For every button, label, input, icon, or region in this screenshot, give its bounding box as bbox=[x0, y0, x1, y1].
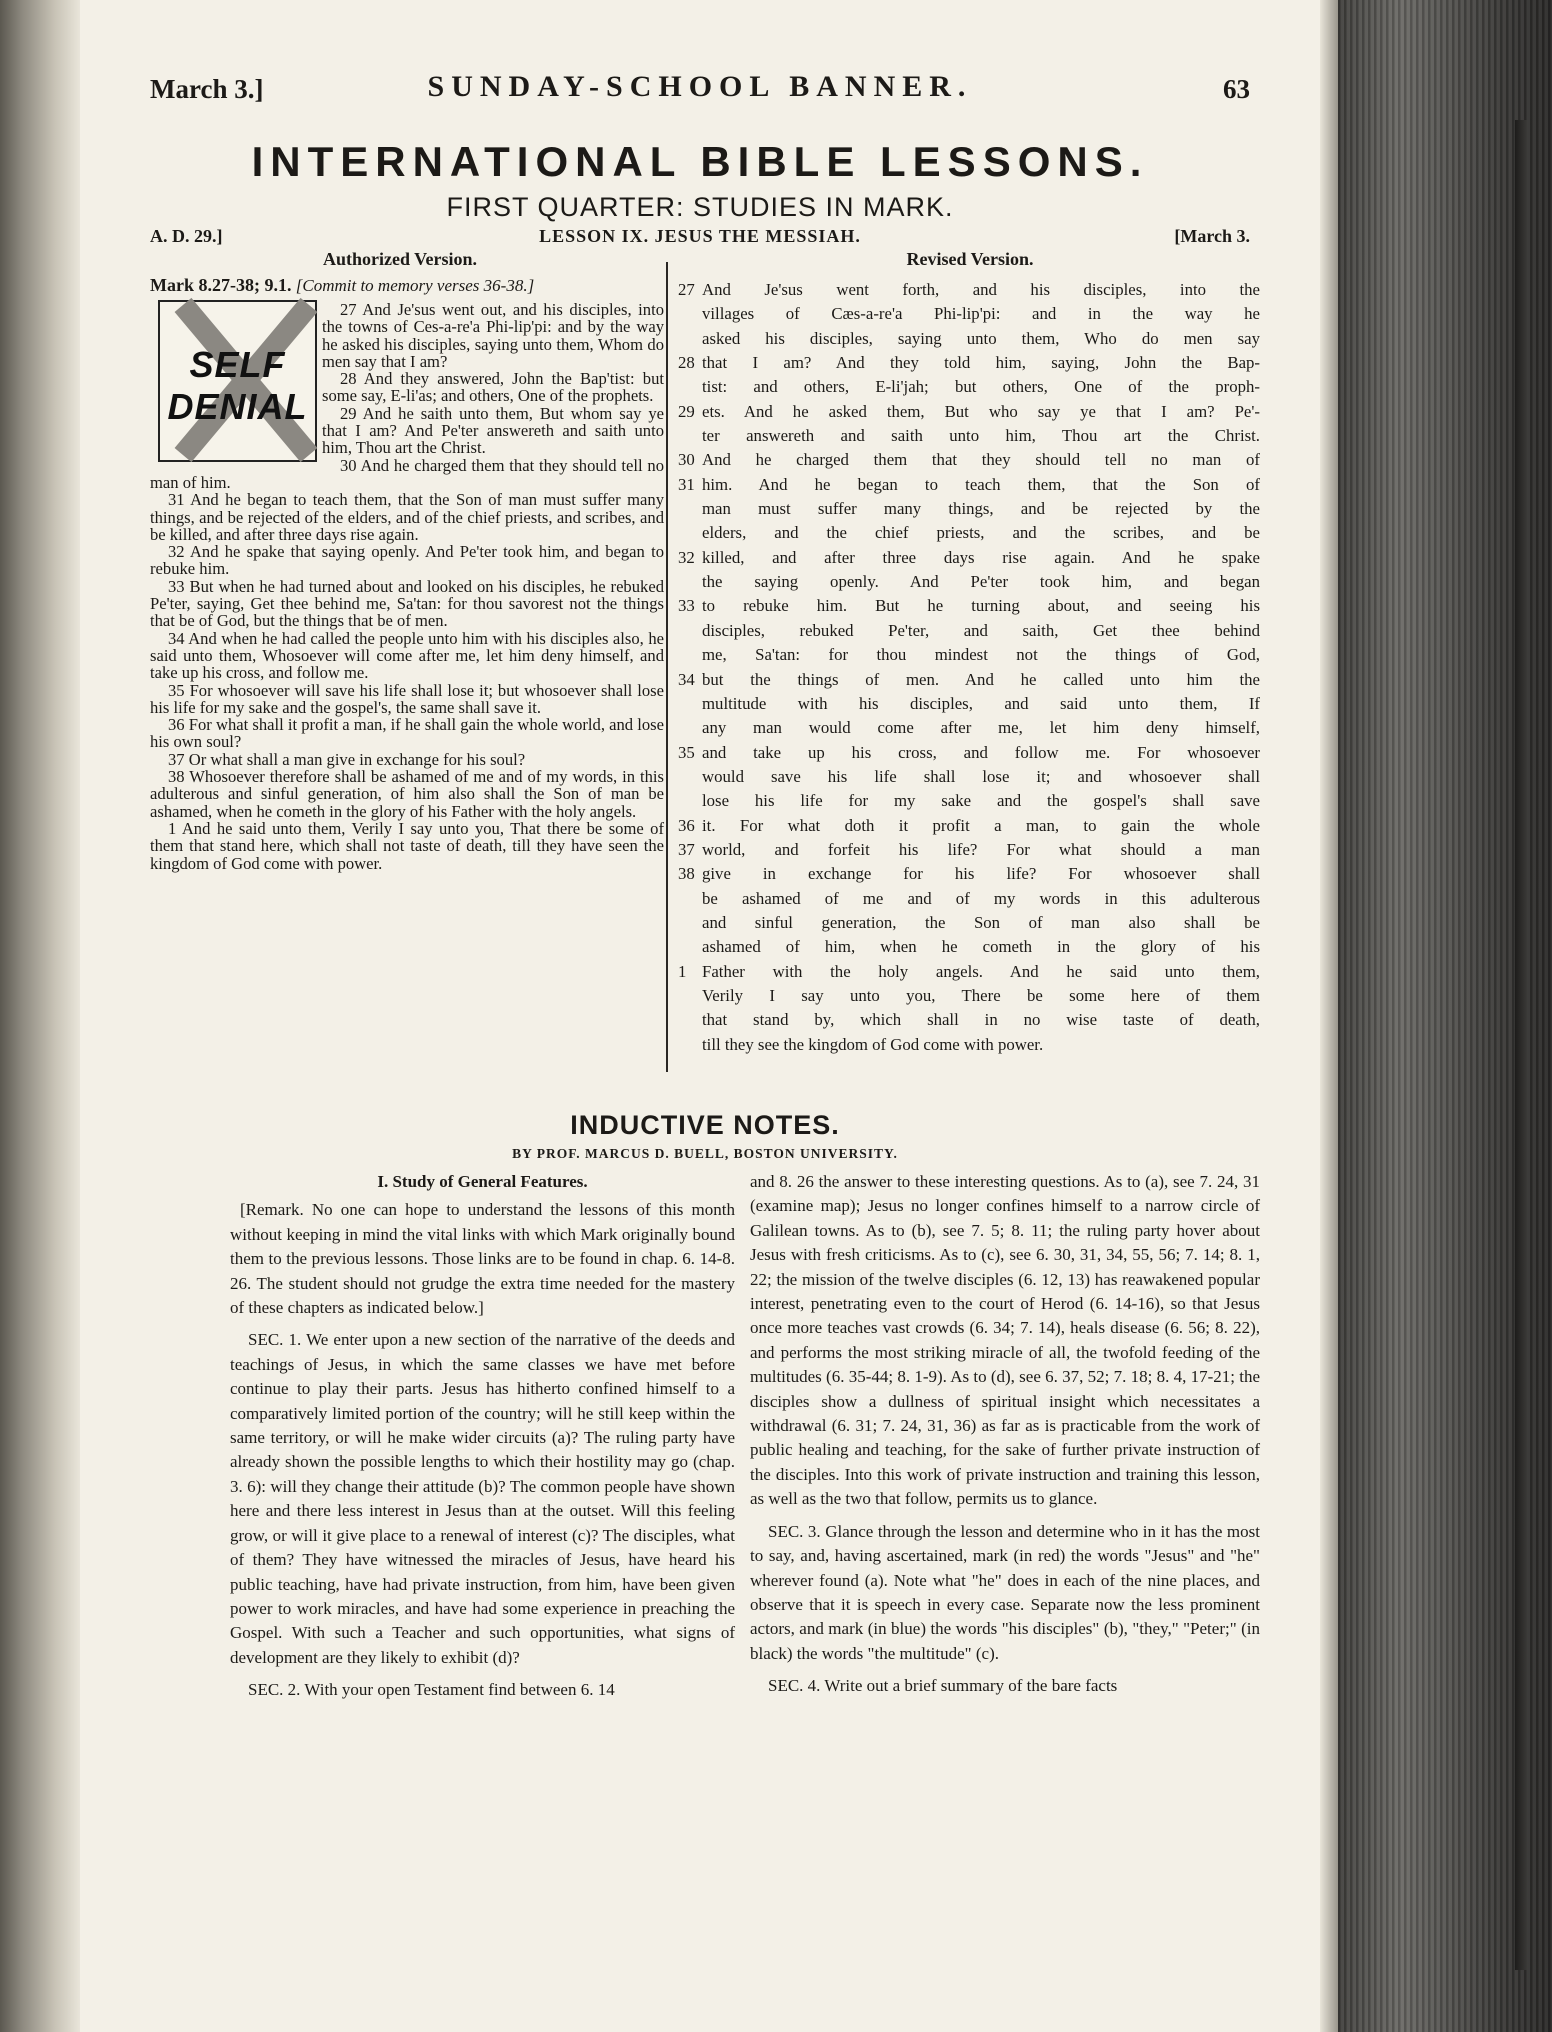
revised-line bbox=[678, 692, 1260, 716]
verse-number bbox=[678, 619, 702, 643]
notes-title: INDUCTIVE NOTES. bbox=[570, 1110, 840, 1140]
revised-line bbox=[678, 424, 1260, 448]
revised-line-text: world, and forfeit his life? For what should a man bbox=[702, 839, 1260, 859]
revised-line-text: be ashamed of me and of my words in this adulterous bbox=[702, 888, 1260, 908]
revised-line-text: till they see the kingdom of God come with power. bbox=[702, 1034, 1044, 1054]
verse-number bbox=[678, 935, 702, 959]
verse-number bbox=[678, 497, 702, 521]
verse-number bbox=[678, 424, 702, 448]
revised-line-text: tist: and others, E-li'jah; but others, One of the proph- bbox=[702, 377, 1260, 397]
revised-line-text: would save his life shall lose it; and whosoever shall bbox=[702, 766, 1260, 786]
verse-number bbox=[678, 1008, 702, 1032]
revised-line bbox=[678, 887, 1260, 911]
verse-number bbox=[678, 789, 702, 813]
authorized-verse: 27 And Je'sus went out, and his disciples, into the towns of Ces-a-re'a Phi-lip'pi: and by the way he asked his disciples, saying unto them, Whom do men say that I am? bbox=[322, 300, 664, 371]
authorized-verse: 38 Whosoever therefore shall be ashamed of me and of my words, in this adulterous and sinful generation, of him also shall the Son of man be ashamed, when he cometh in the glory of his Father with the holy angels. bbox=[150, 767, 664, 821]
notes-right-column bbox=[750, 1170, 1260, 1707]
authorized-verse: 1 And he said unto them, Verily I say unto you, That there be some of them that stand here, which shall not taste of death, till they have seen the kingdom of God come with power. bbox=[150, 818, 664, 873]
notes-paragraph: SEC. 4. Write out a brief summary of the bare facts bbox=[768, 1676, 1118, 1696]
book-page-edges bbox=[1320, 0, 1552, 2032]
revised-line bbox=[678, 814, 1260, 838]
lesson-title: LESSON IX. JESUS THE MESSIAH. bbox=[539, 226, 861, 246]
notes-paragraph: and 8. 26 the answer to these interesting questions. As to (a), see 7. 24, 31 (examine map); Jesus no longer confines himself to a narrow circle of Galilean towns. As to (b), see 7. 5; 8. 11; the ruling party hover about Jesus with fresh criticisms. As to (c), see 6. 30, 31, 34, 55, 56; 7. 14; 8. 1, 22; the mission of the twelve disciples (6. 12, 13) has reawakened popular interest, penetrating even to the court of Herod (6. 14-16), so that Jesus once more teaches vast crowds (6. 34; 7. 14), heals disease (6. 56; 8. 22), and performs the most striking miracle of all, the twofold feeding of the multitudes (6. 35-44; 8. 1-9). As to (d), see 6. 37, 52; 7. 18; 8. 4, 17-21; the disciples show a dullness of spiritual insight which necessitates a withdrawal (6. 31; 7. 24, 31, 36) as far as is practicable from the work of public healing and teaching, for the sake of further private instruction of the disciples. Into this work of private instruction and training this lesson, as well as the two that follow, permits us to glance. bbox=[750, 1172, 1260, 1509]
revised-line bbox=[678, 838, 1260, 862]
revised-line-text: asked his disciples, saying unto them, Who do men say bbox=[702, 328, 1260, 348]
revised-line bbox=[678, 302, 1260, 326]
revised-line bbox=[678, 789, 1260, 813]
scripture-reference bbox=[150, 275, 665, 296]
revised-line-text: me, Sa'tan: for thou mindest not the things of God, bbox=[702, 645, 1260, 665]
revised-line bbox=[678, 716, 1260, 740]
authorized-verse: 31 And he began to teach them, that the Son of man must suffer many things, and be rejected of the elders, and of the chief priests, and scribes, and be killed, and after three days rise again. bbox=[150, 490, 664, 544]
binding-gutter bbox=[0, 0, 80, 2032]
authorized-version-heading: Authorized Version. bbox=[322, 249, 477, 269]
revised-line bbox=[678, 619, 1260, 643]
lesson-day: [March 3. bbox=[1174, 226, 1250, 246]
revised-line bbox=[678, 521, 1260, 545]
revised-line bbox=[678, 741, 1260, 765]
verse-number: 33 bbox=[678, 596, 695, 616]
revised-line bbox=[678, 1033, 1260, 1057]
revised-line-text: disciples, rebuked Pe'ter, and saith, Get thee behind bbox=[702, 620, 1260, 640]
column-divider bbox=[666, 262, 668, 1072]
revised-line-text: ets. And he asked them, But who say ye that I am? Pe'- bbox=[702, 401, 1260, 421]
notes-paragraph: [Remark. No one can hope to understand the lessons of this month without keeping in mind the vital links with which Mark originally bound them to the previous lessons. Those links are to be found in chap. 6. 14-8. 26. The student should not grudge the extra time needed for the mastery of these chapters as indicated below.] bbox=[230, 1200, 735, 1318]
running-head-date: March 3.] bbox=[150, 74, 264, 104]
revised-line-text: multitude with his disciples, and said unto them, If bbox=[702, 693, 1260, 713]
study-heading: I. Study of General Features. bbox=[377, 1172, 588, 1191]
revised-line-text: villages of Cæs-a-re'a Phi-lip'pi: and in the way he bbox=[702, 304, 1260, 324]
verse-number bbox=[678, 521, 702, 545]
verse-number bbox=[678, 570, 702, 594]
verse-number: 30 bbox=[678, 450, 695, 470]
page-number: 63 bbox=[1223, 74, 1250, 104]
authorized-verse: 37 Or what shall a man give in exchange for his soul? bbox=[168, 749, 526, 769]
lesson-date: A. D. 29.] bbox=[150, 226, 223, 246]
notes-paragraph: SEC. 1. We enter upon a new section of the narrative of the deeds and teachings of Jesus, in which the same classes we have met before continue to play their parts. Jesus has hitherto confined himself to a comparatively limited portion of the country; will he still keep within the same territory, or will he make wider circuits (a)? The ruling party have already shown the possible lengths to which their hostility may go (chap. 3. 6): will they change their attitude (b)? The common people have shown here and there less interest in Jesus than at the outset. Will this feeling grow, or will it give place to a renewal of interest (c)? The disciples, what of them? They have witnessed the miracles of Jesus, have heard his public teaching, have had private instruction, from him, have been given power to work miracles, and have had some experience in preaching the Gospel. With such a Teacher and such opportunities, what signs of development are they likely to exhibit (d)? bbox=[230, 1330, 735, 1667]
revised-line bbox=[678, 984, 1260, 1008]
revised-line-text: that stand by, which shall in no wise taste of death, bbox=[702, 1010, 1260, 1030]
verse-number: 37 bbox=[678, 839, 695, 859]
revised-line-text: elders, and the chief priests, and the scribes, and be bbox=[702, 523, 1260, 543]
verse-number bbox=[678, 911, 702, 935]
notes-left-column bbox=[230, 1170, 735, 1711]
running-head bbox=[150, 70, 1250, 110]
verse-number: 1 bbox=[678, 961, 687, 981]
notes-byline: BY PROF. MARCUS D. BUELL, BOSTON UNIVERSITY. bbox=[512, 1146, 898, 1161]
revised-line bbox=[678, 375, 1260, 399]
authorized-verse: 32 And he spake that saying openly. And Pe'ter took him, and began to rebuke him. bbox=[150, 542, 664, 579]
revised-line-text: And he charged them that they should tell no man of bbox=[702, 450, 1260, 470]
verse-number bbox=[678, 302, 702, 326]
running-head-title: SUNDAY-SCHOOL BANNER. bbox=[427, 70, 973, 103]
revised-line-text: to rebuke him. But he turning about, and seeing his bbox=[702, 596, 1260, 616]
revised-line bbox=[678, 594, 1260, 618]
page-title: INTERNATIONAL BIBLE LESSONS. bbox=[251, 138, 1149, 185]
authorized-verse: 36 For what shall it profit a man, if he shall gain the whole world, and lose his own soul? bbox=[150, 715, 664, 752]
verse-number: 36 bbox=[678, 815, 695, 835]
verse-number bbox=[678, 375, 702, 399]
revised-line bbox=[678, 278, 1260, 302]
page-subtitle: FIRST QUARTER: STUDIES IN MARK. bbox=[446, 192, 954, 222]
authorized-verse: 28 And they answered, John the Bap'tist: but some say, E-li'as; and others, One of the prophets. bbox=[322, 369, 664, 406]
authorized-verse: 35 For whosoever will save his life shall lose it; but whosoever shall lose his life for my sake and the gospel's, the same shall save it. bbox=[150, 680, 664, 717]
revised-line bbox=[678, 546, 1260, 570]
revised-line bbox=[678, 400, 1260, 424]
revised-line bbox=[678, 765, 1260, 789]
revised-line-text: Father with the holy angels. And he said unto them, bbox=[702, 961, 1260, 981]
verse-number: 28 bbox=[678, 353, 695, 373]
self-denial-illustration bbox=[158, 300, 317, 462]
verse-number bbox=[678, 887, 702, 911]
revised-line-text: it. For what doth it profit a man, to gain the whole bbox=[702, 815, 1260, 835]
verse-number: 31 bbox=[678, 474, 695, 494]
revised-line-text: and sinful generation, the Son of man also shall be bbox=[702, 912, 1260, 932]
revised-line bbox=[678, 911, 1260, 935]
revised-line-text: the saying openly. And Pe'ter took him, and began bbox=[702, 572, 1260, 592]
authorized-verse: 33 But when he had turned about and looked on his disciples, he rebuked Pe'ter, saying, Get thee behind me, Sa'tan: for thou savorest not the things that be of God, but the things that be of men. bbox=[150, 576, 664, 631]
revised-line-text: ter answereth and saith unto him, Thou art the Christ. bbox=[702, 426, 1260, 446]
verse-number bbox=[678, 1033, 702, 1057]
revised-version-text bbox=[678, 278, 1260, 1057]
verse-number bbox=[678, 716, 702, 740]
revised-line bbox=[678, 862, 1260, 886]
revised-line-text: man must suffer many things, and be rejected by the bbox=[702, 499, 1260, 519]
revised-line-text: any man would come after me, let him deny himself, bbox=[702, 718, 1260, 738]
notes-paragraph: SEC. 3. Glance through the lesson and determine who in it has the most to say, and, having ascertained, mark (in red) the words "Jesus" and "he" wherever found (a). Note what "he" does in each of the nine places, and observe that it is speech in every case. Separate now the less prominent actors, and mark (in blue) the words "his disciples" (b), "they," "Peter;" (in black) the words "the multitude" (c). bbox=[750, 1521, 1260, 1663]
notes-left-paragraphs bbox=[230, 1198, 735, 1702]
revised-line-text: ashamed of him, when he cometh in the glory of his bbox=[702, 937, 1260, 957]
revised-line-text: him. And he began to teach them, that the Son of bbox=[702, 474, 1260, 494]
revised-line bbox=[678, 935, 1260, 959]
revised-line-text: Verily I say unto you, There be some here of them bbox=[702, 985, 1260, 1005]
verse-number: 34 bbox=[678, 669, 695, 689]
verse-number: 35 bbox=[678, 742, 695, 762]
authorized-verse: 30 And he charged them that they should tell no man of him. bbox=[150, 455, 664, 492]
authorized-verse: 34 And when he had called the people unto him with his disciples also, he said unto them, Whosoever will come after me, let him deny himself, and take up his cross, and follow me. bbox=[150, 628, 664, 683]
revised-line bbox=[678, 570, 1260, 594]
revised-line bbox=[678, 473, 1260, 497]
verse-number bbox=[678, 984, 702, 1008]
revised-line bbox=[678, 327, 1260, 351]
revised-line bbox=[678, 497, 1260, 521]
revised-line-text: that I am? And they told him, saying, John the Bap- bbox=[702, 353, 1260, 373]
revised-line-text: and take up his cross, and follow me. For whosoever bbox=[702, 742, 1260, 762]
revised-version-heading: Revised Version. bbox=[906, 249, 1034, 269]
illustration-word-self: SELF bbox=[189, 344, 286, 385]
revised-line bbox=[678, 1008, 1260, 1032]
verse-number: 27 bbox=[678, 280, 695, 299]
memory-verse-note: [Commit to memory verses 36-38.] bbox=[295, 276, 535, 295]
revised-line bbox=[678, 351, 1260, 375]
revised-line-text: lose his life for my sake and the gospel's shall save bbox=[702, 791, 1260, 811]
revised-line bbox=[678, 960, 1260, 984]
verse-number bbox=[678, 765, 702, 789]
verse-number: 29 bbox=[678, 401, 695, 421]
authorized-verse: 29 And he saith unto them, But whom say ye that I am? And Pe'ter answereth and saith unto him, Thou art the Christ. bbox=[322, 403, 664, 458]
verse-number bbox=[678, 692, 702, 716]
revised-line bbox=[678, 668, 1260, 692]
revised-line-text: And Je'sus went forth, and his disciples, into the bbox=[702, 280, 1260, 299]
verse-number: 32 bbox=[678, 547, 695, 567]
notes-paragraph: SEC. 2. With your open Testament find between 6. 14 bbox=[248, 1680, 615, 1700]
verse-number bbox=[678, 643, 702, 667]
verse-number bbox=[678, 327, 702, 351]
illustration-word-denial: DENIAL bbox=[167, 386, 308, 427]
page-content bbox=[80, 0, 1320, 2032]
scripture-reference-passage: Mark 8.27-38; 9.1. bbox=[150, 275, 292, 295]
revised-line bbox=[678, 643, 1260, 667]
verse-number: 38 bbox=[678, 864, 695, 884]
revised-line-text: give in exchange for his life? For whosoever shall bbox=[702, 864, 1260, 884]
revised-line-text: but the things of men. And he called unto him the bbox=[702, 669, 1260, 689]
revised-line bbox=[678, 448, 1260, 472]
revised-line-text: killed, and after three days rise again. And he spake bbox=[702, 547, 1260, 567]
